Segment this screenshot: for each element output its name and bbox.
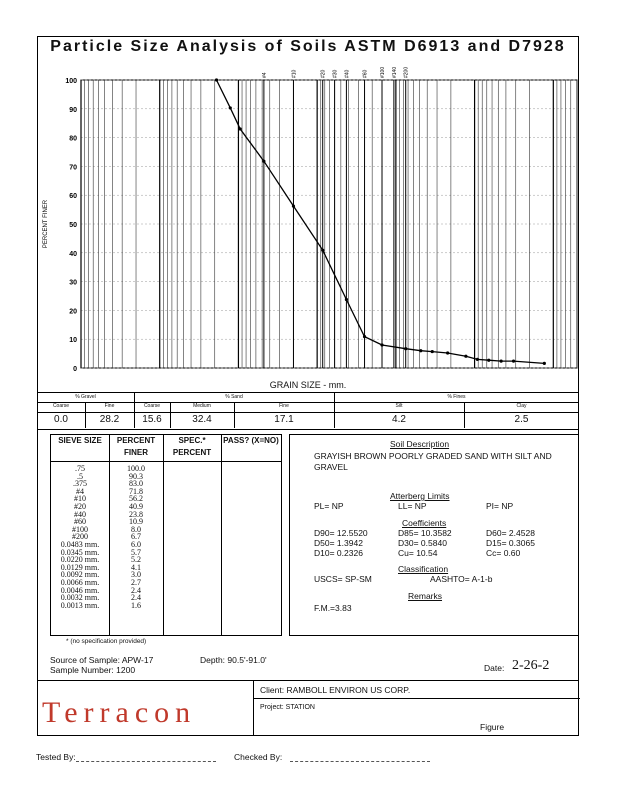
percent-finer-header: PERCENT FINER <box>116 436 156 457</box>
sieve-size-cell: #20 <box>74 501 86 511</box>
data-point <box>321 249 324 252</box>
percent-finer-cell: 100.0 <box>127 464 145 473</box>
grain-distribution-table <box>37 392 579 430</box>
sieve-marker-label: #4 <box>261 72 268 78</box>
d85-value: D85= 10.3582 <box>398 528 452 538</box>
percent-finer-cell: 6.7 <box>131 532 141 542</box>
y-tick-label: 30 <box>69 279 77 287</box>
grain-size-chart <box>37 60 579 378</box>
coarse-gravel-sub: Coarse <box>52 403 70 409</box>
percent-finer-cell: 2.4 <box>131 593 141 603</box>
sieve-size-cell: 0.0345 mm. <box>60 547 100 557</box>
sieve-size-cell: #10 <box>74 494 86 504</box>
data-point <box>487 359 490 362</box>
y-tick-label: 40 <box>69 250 77 258</box>
y-tick-label: 90 <box>69 106 77 114</box>
report-title: Particle Size Analysis of Soils ASTM D6913 and D7928 <box>50 38 566 55</box>
sieve-size-cell: 0.0483 mm. <box>60 539 100 549</box>
d90-value: D90= 12.5520 <box>314 528 368 538</box>
sample-depth: Depth: 90.5'-91.0' <box>200 655 267 665</box>
coarse-sand-value: 15.6 <box>142 414 162 425</box>
percent-finer-cell: 23.8 <box>129 509 143 519</box>
medium-sand-sub: Medium <box>193 403 211 409</box>
sieve-marker-label: #30 <box>332 69 339 78</box>
data-point <box>404 347 407 350</box>
atterberg-label: Atterberg Limits <box>390 491 450 501</box>
d50-value: D50= 1.3942 <box>314 538 363 548</box>
plastic-limit: PL= NP <box>314 501 344 511</box>
d60-value: D60= 2.4528 <box>486 528 535 538</box>
soil-description-box <box>289 434 579 636</box>
sieve-size-cell: 0.0129 mm. <box>60 562 100 572</box>
sieve-size-column <box>51 465 109 609</box>
percent-finer-cell: 2.4 <box>131 585 141 595</box>
data-point <box>262 160 265 163</box>
liquid-limit: LL= NP <box>398 501 427 511</box>
pass-header: PASS? (X=NO) <box>223 436 279 445</box>
data-point <box>446 351 449 354</box>
sieve-marker-label: #200 <box>403 66 410 78</box>
data-point <box>419 349 422 352</box>
d30-value: D30= 0.5840 <box>398 538 447 548</box>
sieve-size-cell: #200 <box>72 532 88 542</box>
percent-finer-cell: 5.2 <box>131 555 141 565</box>
remarks-label: Remarks <box>408 591 443 601</box>
percent-finer-column <box>109 465 163 609</box>
data-point <box>229 106 232 109</box>
sieve-size-cell: .75 <box>75 464 85 473</box>
y-tick-label: 20 <box>69 308 77 316</box>
gradation-curve <box>217 80 545 363</box>
spec-percent-header: SPEC.* PERCENT <box>172 436 212 457</box>
data-point <box>292 205 295 208</box>
sieve-marker-label: #40 <box>344 69 351 78</box>
fine-sand-sub: Fine <box>279 403 289 409</box>
percent-finer-cell: 6.0 <box>131 539 141 549</box>
cc-value: Cc= 0.60 <box>486 548 521 558</box>
sieve-size-cell: 0.0032 mm. <box>60 593 100 603</box>
tested-by: Tested By: <box>36 752 76 762</box>
data-point <box>239 127 242 130</box>
sieve-size-cell: #100 <box>72 524 88 534</box>
fine-gravel-sub: Fine <box>104 403 115 409</box>
sieve-marker-label: #140 <box>391 66 398 78</box>
data-point <box>500 359 503 362</box>
percent-finer-cell: 56.2 <box>129 494 143 504</box>
data-point <box>464 355 467 358</box>
percent-finer-cell: 8.0 <box>131 524 141 534</box>
fine-sand-value: 17.1 <box>274 414 294 425</box>
data-point <box>380 343 383 346</box>
sample-source: Source of Sample: APW-17 <box>50 655 154 665</box>
client-name: Client: RAMBOLL ENVIRON US CORP. <box>260 685 411 695</box>
sieve-size-cell: 0.0066 mm. <box>60 577 100 587</box>
data-point <box>543 362 546 365</box>
checked-by: Checked By: <box>234 752 283 762</box>
percent-finer-cell: 83.0 <box>129 479 143 489</box>
percent-finer-cell: 40.9 <box>129 501 143 511</box>
fineness-modulus: F.M.=3.83 <box>314 603 352 613</box>
spec-footnote: * (no specification provided) <box>66 638 147 645</box>
project-line: Project: STATION <box>260 704 315 711</box>
sample-number: Sample Number: 1200 <box>50 665 136 675</box>
silt-sub: Silt <box>395 403 403 409</box>
data-point <box>363 335 366 338</box>
coarse-gravel-value: 0.0 <box>54 414 68 425</box>
percent-finer-cell: 3.0 <box>131 570 141 580</box>
data-point <box>476 358 479 361</box>
data-point <box>512 359 515 362</box>
sieve-size-cell: #4 <box>76 486 84 496</box>
sieve-marker-label: #60 <box>362 69 369 78</box>
sand-header: % Sand <box>225 394 243 400</box>
percent-finer-cell: 2.7 <box>131 577 141 587</box>
plasticity-index: PI= NP <box>486 501 514 511</box>
d10-value: D10= 0.2326 <box>314 548 363 558</box>
uscs-class: USCS= SP-SM <box>314 574 372 584</box>
fine-gravel-value: 28.2 <box>99 414 120 425</box>
percent-finer-cell: 71.8 <box>129 486 143 496</box>
clay-value: 2.5 <box>514 414 529 425</box>
coefficients-label: Coefficients <box>402 518 447 528</box>
sieve-size-cell: 0.0046 mm. <box>60 585 100 595</box>
y-tick-label: 10 <box>69 337 77 345</box>
y-tick-label: 100 <box>65 78 77 85</box>
y-tick-label: 50 <box>69 222 77 229</box>
data-point <box>431 350 434 353</box>
data-point <box>215 78 218 81</box>
sieve-table <box>50 434 282 636</box>
sieve-size-cell: .375 <box>73 479 87 489</box>
d15-value: D15= 0.3065 <box>486 538 535 548</box>
soil-description-label: Soil Description <box>390 439 450 449</box>
data-point <box>345 298 348 301</box>
client-box <box>253 680 580 736</box>
percent-finer-cell: 4.1 <box>131 562 141 572</box>
silt-value: 4.2 <box>392 414 406 425</box>
y-tick-label: 60 <box>69 193 77 201</box>
cu-value: Cu= 10.54 <box>398 548 438 558</box>
sieve-size-cell: 0.0220 mm. <box>60 555 100 565</box>
sieve-marker-label: #10 <box>291 69 298 78</box>
y-tick-label: 70 <box>69 164 77 172</box>
clay-sub: Clay <box>516 403 527 409</box>
sieve-marker-label: #100 <box>380 66 387 78</box>
sieve-size-cell: .5 <box>77 471 83 481</box>
sieve-size-cell: 0.0092 mm. <box>60 570 100 580</box>
sieve-size-header: SIEVE SIZE <box>58 436 102 445</box>
sieve-size-cell: 0.0013 mm. <box>60 600 100 610</box>
percent-finer-cell: 1.6 <box>131 600 141 610</box>
percent-finer-cell: 10.9 <box>129 517 143 527</box>
soil-description-text: GRAYISH BROWN POORLY GRADED SAND WITH SILT AND GRAVEL <box>314 451 552 472</box>
date-value: 2-26-2 <box>512 658 550 673</box>
sieve-size-cell: #40 <box>74 509 86 519</box>
date-label: Date: <box>484 663 505 673</box>
terracon-logo: Terracon <box>42 696 197 729</box>
coarse-sand-sub: Coarse <box>143 403 161 409</box>
classification-label: Classification <box>398 564 449 574</box>
y-tick-label: 0 <box>73 366 77 373</box>
medium-sand-value: 32.4 <box>192 414 212 425</box>
x-axis-label: GRAIN SIZE - mm. <box>269 380 347 390</box>
fines-header: % Fines <box>447 394 466 400</box>
y-axis-label: PERCENT FINER <box>43 199 49 249</box>
sieve-size-cell: #60 <box>74 517 86 527</box>
gravel-header: % Gravel <box>75 394 96 400</box>
percent-finer-cell: 5.7 <box>131 547 141 557</box>
aashto-class: AASHTO= A-1-b <box>430 574 493 584</box>
figure-label: Figure <box>480 722 505 732</box>
sieve-marker-label: #20 <box>320 69 327 78</box>
percent-finer-cell: 90.3 <box>129 471 143 481</box>
y-tick-label: 80 <box>69 135 77 143</box>
